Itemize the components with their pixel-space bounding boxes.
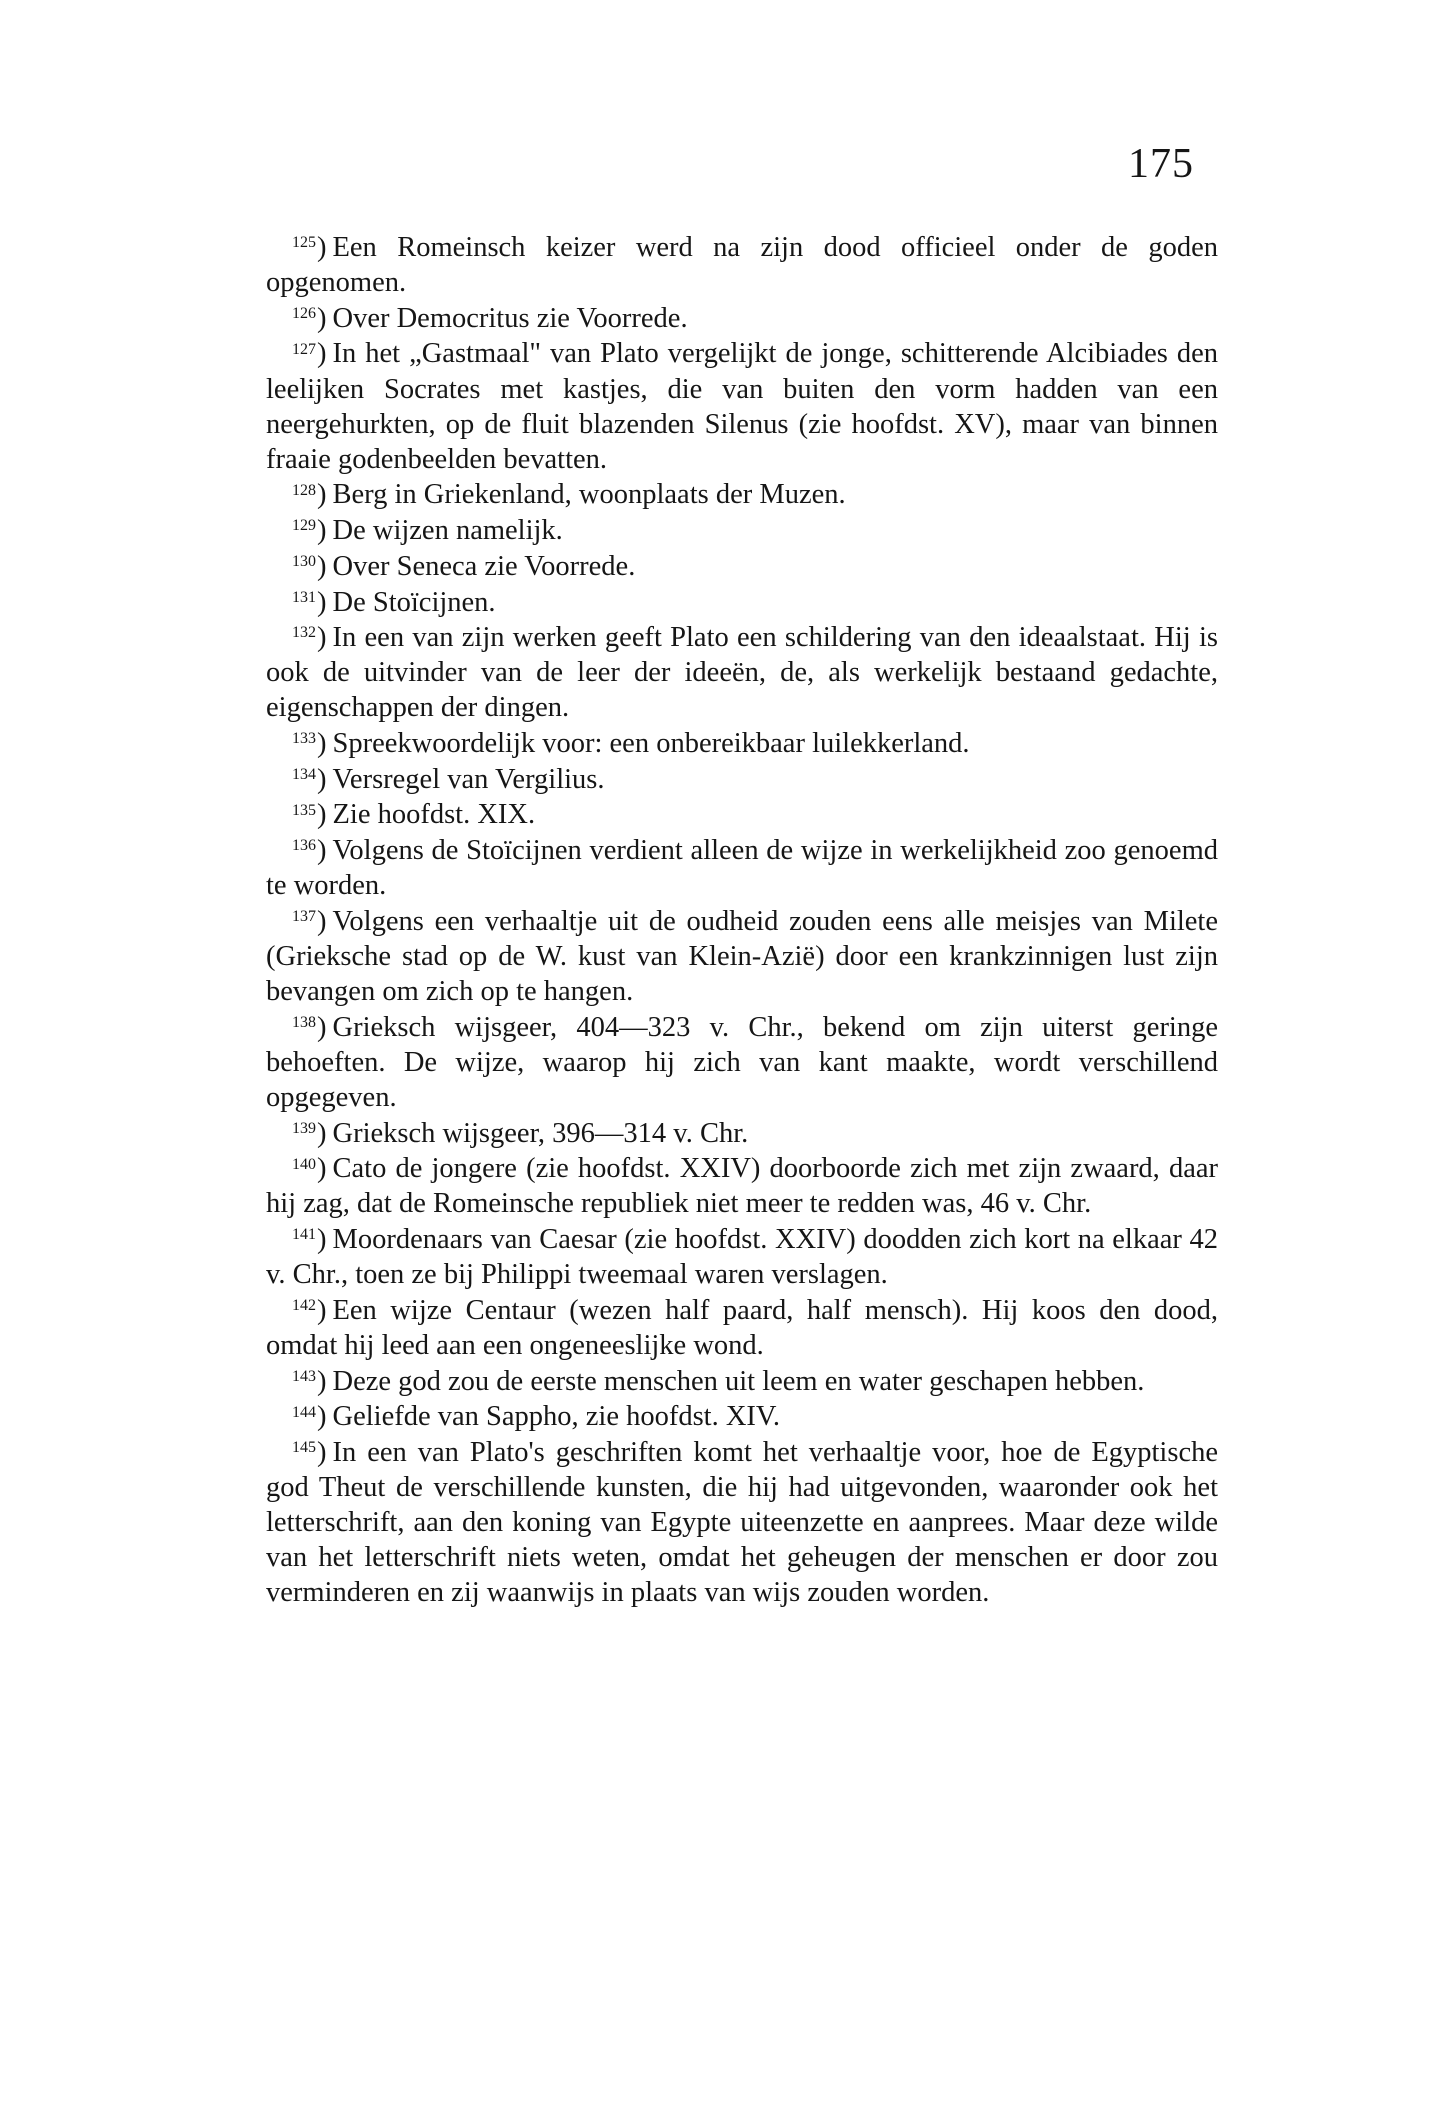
footnote-text: Deze god zou de eerste menschen uit leem en water geschapen hebben. (332, 1365, 1145, 1397)
footnote-number: 129 (292, 517, 316, 535)
footnote: $^{139}$) Grieksch wijsgeer, 396—314 v. Chr. (292, 1117, 749, 1149)
footnote-text: Cato de jongere (zie hoofdst. XXIV) doorboorde zich met zijn zwaard, daar hij zag, dat de Romeinsche republiek niet meer te redden was, 46 v. Chr. (266, 1153, 1218, 1220)
footnote-number: 131 (292, 588, 316, 606)
footnote-number: 140 (292, 1155, 316, 1173)
footnote-number: 132 (292, 624, 316, 642)
footnote-text: Een Romeinsch keizer werd na zijn dood officieel onder de goden opgenomen. (266, 232, 1218, 299)
footnote-text: Volgens een verhaaltje uit de oudheid zouden eens alle meisjes van Milete (Grieksche stad op de W. kust van Klein-Azië) door een krankzinnigen lust zijn bevangen om zich op te hangen. (266, 905, 1218, 1008)
footnote: $^{143}$) Deze god zou de eerste menschen uit leem en water geschapen hebben. (292, 1365, 1145, 1397)
footnote: $^{125}$) Een Romeinsch keizer werd na zijn dood officieel onder de goden opgenomen. (266, 232, 1218, 299)
footnote: $^{128}$) Berg in Griekenland, woonplaats der Muzen. (292, 479, 846, 511)
footnote-number: 143 (292, 1367, 316, 1385)
footnote: $^{134}$) Versregel van Vergilius. (292, 763, 605, 795)
footnote-text: In het „Gastmaal" van Plato vergelijkt de jonge, schitterende Alcibiades den leelijken Socrates met kastjes, die van buiten den vorm hadden van een neergehurkten, op de fluit blazenden Silenus (zie hoofdst. XV), maar van binnen fraaie godenbeelden bevatten. (266, 338, 1218, 475)
footnote: $^{129}$) De wijzen namelijk. (292, 515, 563, 547)
footnote-number: 141 (292, 1226, 316, 1244)
footnote: $^{137}$) Volgens een verhaaltje uit de oudheid zouden eens alle meisjes van Milete (Grieksche stad op de W. kust van Klein-Azië) door een krankzinnigen lust zijn bevangen om zich op te hangen. (266, 905, 1218, 1008)
footnote-text: Berg in Griekenland, woonplaats der Muzen. (332, 479, 846, 511)
footnote-text: In een van zijn werken geeft Plato een schildering van den ideaalstaat. Hij is ook de uitvinder van de leer der ideeën, de, als werkelijk bestaand gedachte, eigenschappen der dingen. (266, 622, 1218, 724)
footnote: $^{131}$) De Stoïcijnen. (292, 586, 496, 618)
footnote-text: Versregel van Vergilius. (332, 763, 605, 795)
footnote-text: De wijzen namelijk. (332, 515, 563, 547)
footnote-text: Over Democritus zie Voorrede. (332, 302, 688, 334)
footnote-number: 125 (292, 234, 316, 252)
footnote-text: Grieksch wijsgeer, 396—314 v. Chr. (332, 1117, 749, 1149)
footnote: $^{127}$) In het „Gastmaal" van Plato vergelijkt de jonge, schitterende Alcibiades den leelijken Socrates met kastjes, die van buiten den vorm hadden van een neergehurkten, op de fluit blazenden Silenus (zie hoofdst. XV), maar van binnen fraaie godenbeelden bevatten. (266, 338, 1218, 475)
footnote-number: 133 (292, 730, 316, 748)
footnote: $^{138}$) Grieksch wijsgeer, 404—323 v. Chr., bekend om zijn uiterst geringe behoeften. De wijze, waarop hij zich van kant maakte, wordt verschillend opgegeven. (266, 1011, 1218, 1113)
footnote-number: 136 (292, 837, 316, 855)
footnote-number: 127 (292, 340, 316, 358)
footnote: $^{126}$) Over Democritus zie Voorrede. (292, 302, 688, 334)
footnote: $^{136}$) Volgens de Stoïcijnen verdient alleen de wijze in werkelijkheid zoo genoemd te worden. (266, 835, 1218, 902)
footnote-number: 126 (292, 304, 316, 322)
footnote-text: Geliefde van Sappho, zie hoofdst. XIV. (332, 1401, 780, 1433)
footnote-number: 139 (292, 1119, 316, 1137)
footnote-number: 145 (292, 1439, 316, 1457)
footnote: $^{141}$) Moordenaars van Caesar (zie hoofdst. XXIV) doodden zich kort na elkaar 42 v. Chr., toen ze bij Philippi tweemaal waren verslagen. (266, 1224, 1218, 1291)
footnote-text: Grieksch wijsgeer, 404—323 v. Chr., bekend om zijn uiterst geringe behoeften. De wijze, waarop hij zich van kant maakte, wordt verschillend opgegeven. (266, 1011, 1218, 1113)
footnote-text: Over Seneca zie Voorrede. (332, 550, 636, 582)
footnote: $^{130}$) Over Seneca zie Voorrede. (292, 550, 636, 582)
footnote: $^{144}$) Geliefde van Sappho, zie hoofdst. XIV. (292, 1401, 780, 1433)
footnote-number: 135 (292, 801, 316, 819)
footnote: $^{140}$) Cato de jongere (zie hoofdst. XXIV) doorboorde zich met zijn zwaard, daar hij zag, dat de Romeinsche republiek niet meer te redden was, 46 v. Chr. (266, 1153, 1218, 1220)
footnote-text: Spreekwoordelijk voor: een onbereikbaar luilekkerland. (332, 728, 970, 760)
footnote: $^{145}$) In een van Plato's geschriften komt het verhaaltje voor, hoe de Egyptische god Theut de verschillende kunsten, die hij had uitgevonden, waaronder ook het letterschrift, aan den koning van Egypte uiteenzette en aanprees. Maar deze wilde van het letterschrift niets weten, omdat het geheugen der menschen er door zou verminderen en zij waanwijs in plaats van wijs zouden worden. (266, 1437, 1218, 1609)
footnote-text: In een van Plato's geschriften komt het verhaaltje voor, hoe de Egyptische god Theut de verschillende kunsten, die hij had uitgevonden, waaronder ook het letterschrift, aan den koning van Egypte uiteenzette en aanprees. Maar deze wilde van het letterschrift niets weten, omdat het geheugen der menschen er door zou verminderen en zij waanwijs in plaats van wijs zouden worden. (266, 1437, 1218, 1609)
footnote: $^{133}$) Spreekwoordelijk voor: een onbereikbaar luilekkerland. (292, 728, 970, 760)
footnote: $^{135}$) Zie hoofdst. XIX. (292, 799, 536, 831)
page-number: 175 (1128, 141, 1194, 187)
footnote-text: De Stoïcijnen. (332, 586, 496, 618)
footnote-number: 138 (292, 1013, 316, 1031)
footnote-number: 144 (292, 1403, 316, 1421)
footnote-number: 134 (292, 765, 316, 783)
footnote: $^{142}$) Een wijze Centaur (wezen half paard, half mensch). Hij koos den dood, omdat hij leed aan een ongeneeslijke wond. (266, 1294, 1218, 1361)
footnote-number: 128 (292, 481, 316, 499)
footnote-number: 142 (292, 1297, 316, 1315)
footnote-text: Volgens de Stoïcijnen verdient alleen de wijze in werkelijkheid zoo genoemd te worden. (266, 835, 1218, 902)
footnote-text: Zie hoofdst. XIX. (332, 799, 536, 831)
footnote: $^{132}$) In een van zijn werken geeft Plato een schildering van den ideaalstaat. Hij is ook de uitvinder van de leer der ideeën, de, als werkelijk bestaand gedachte, eigenschappen der dingen. (266, 622, 1218, 724)
footnote-number: 137 (292, 908, 316, 926)
footnotes-list (266, 230, 1218, 1611)
footnote-text: Moordenaars van Caesar (zie hoofdst. XXIV) doodden zich kort na elkaar 42 v. Chr., toen ze bij Philippi tweemaal waren verslagen. (266, 1224, 1218, 1291)
footnote-number: 130 (292, 553, 316, 571)
footnote-text: Een wijze Centaur (wezen half paard, half mensch). Hij koos den dood, omdat hij leed aan een ongeneeslijke wond. (266, 1294, 1218, 1361)
